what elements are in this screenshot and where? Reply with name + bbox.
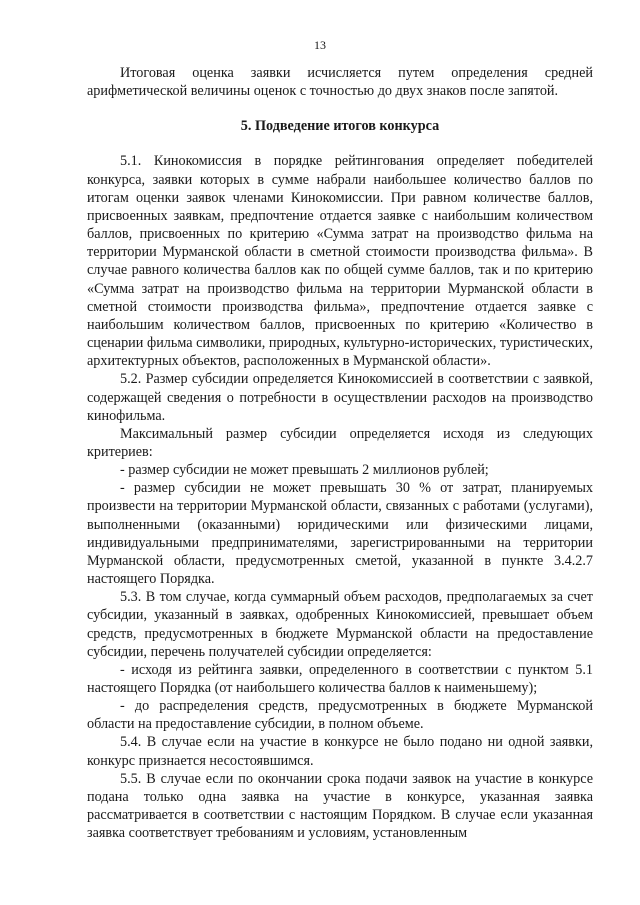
- paragraph-5-2: 5.2. Размер субсидии определяется Кинокомиссией в соответствии с заявкой, содержащей сведения о потребности в осуществлении расходов на производство кинофильма.: [87, 371, 593, 424]
- section-heading: 5. Подведение итогов конкурса: [240, 118, 440, 135]
- paragraph-5-4: 5.4. В случае если на участие в конкурсе не было подано ни одной заявки, конкурс признается несостоявшимся.: [87, 734, 593, 769]
- paragraph-5-5: 5.5. В случае если по окончании срока подачи заявок на участие в конкурсе подана только одна заявка на участие в конкурсе, указанная заявка рассматривается в соответствии с настоящим Порядком. В случае если указанная заявка соответствует требованиям и условиям, установленным: [87, 770, 593, 842]
- rule-item: - до распределения средств, предусмотренных в бюджете Мурманской области на предоставление субсидии, в полном объеме.: [87, 698, 593, 733]
- document-body: [87, 64, 593, 842]
- criterion-item: - размер субсидии не может превышать 30 % от затрат, планируемых произвести на территории Мурманской области, связанных с работами (услугами), выполненными (оказанными) юридическими или физическими лицами, индивидуальными предпринимателями, зарегистрированными на территории Мурманской области, предусмотренных сметой, указанной в пункте 3.4.2.7 настоящего Порядка.: [87, 480, 593, 588]
- paragraph-5-1: 5.1. Кинокомиссия в порядке рейтингования определяет победителей конкурса, заявки которых в сумме набрали наибольшее количество баллов по итогам оценки заявок членами Кинокомиссии. При равном количестве баллов, присвоенных заявкам, предпочтение отдается заявке с наибольшим количеством баллов, присвоенных по критерию «Сумма затрат на производство фильма на территории Мурманской области в сметной стоимости производства фильма». В случае равного количества баллов как по общей сумме баллов, так и по критерию «Сумма затрат на производство фильма на территории Мурманской области в сметной стоимости производства фильма», предпочтение отдается заявке с наибольшим количеством баллов, присвоенных по критерию «Количество в сценарии фильма символики, природных, культурно-исторических, туристических, архитектурных объектов, расположенных в Мурманской области».: [87, 153, 593, 370]
- paragraph-5-3: 5.3. В том случае, когда суммарный объем расходов, предполагаемых за счет субсидии, указанный в заявках, одобренных Кинокомиссией, превышает объем средств, предусмотренных в бюджете Мурманской области на предоставление субсидии, перечень получателей субсидии определяется:: [87, 589, 593, 660]
- rule-item: - исходя из рейтинга заявки, определенного в соответствии с пунктом 5.1 настоящего Порядка (от наибольшего количества баллов к наименьшему);: [87, 661, 593, 696]
- paragraph-max-subsidy: Максимальный размер субсидии определяется исходя из следующих критериев:: [87, 425, 593, 460]
- page-number: 13: [314, 38, 326, 52]
- criterion-item: - размер субсидии не может превышать 2 миллионов рублей;: [120, 462, 489, 479]
- paragraph-final-score: Итоговая оценка заявки исчисляется путем определения средней арифметической величины оценок с точностью до двух знаков после запятой.: [87, 65, 593, 100]
